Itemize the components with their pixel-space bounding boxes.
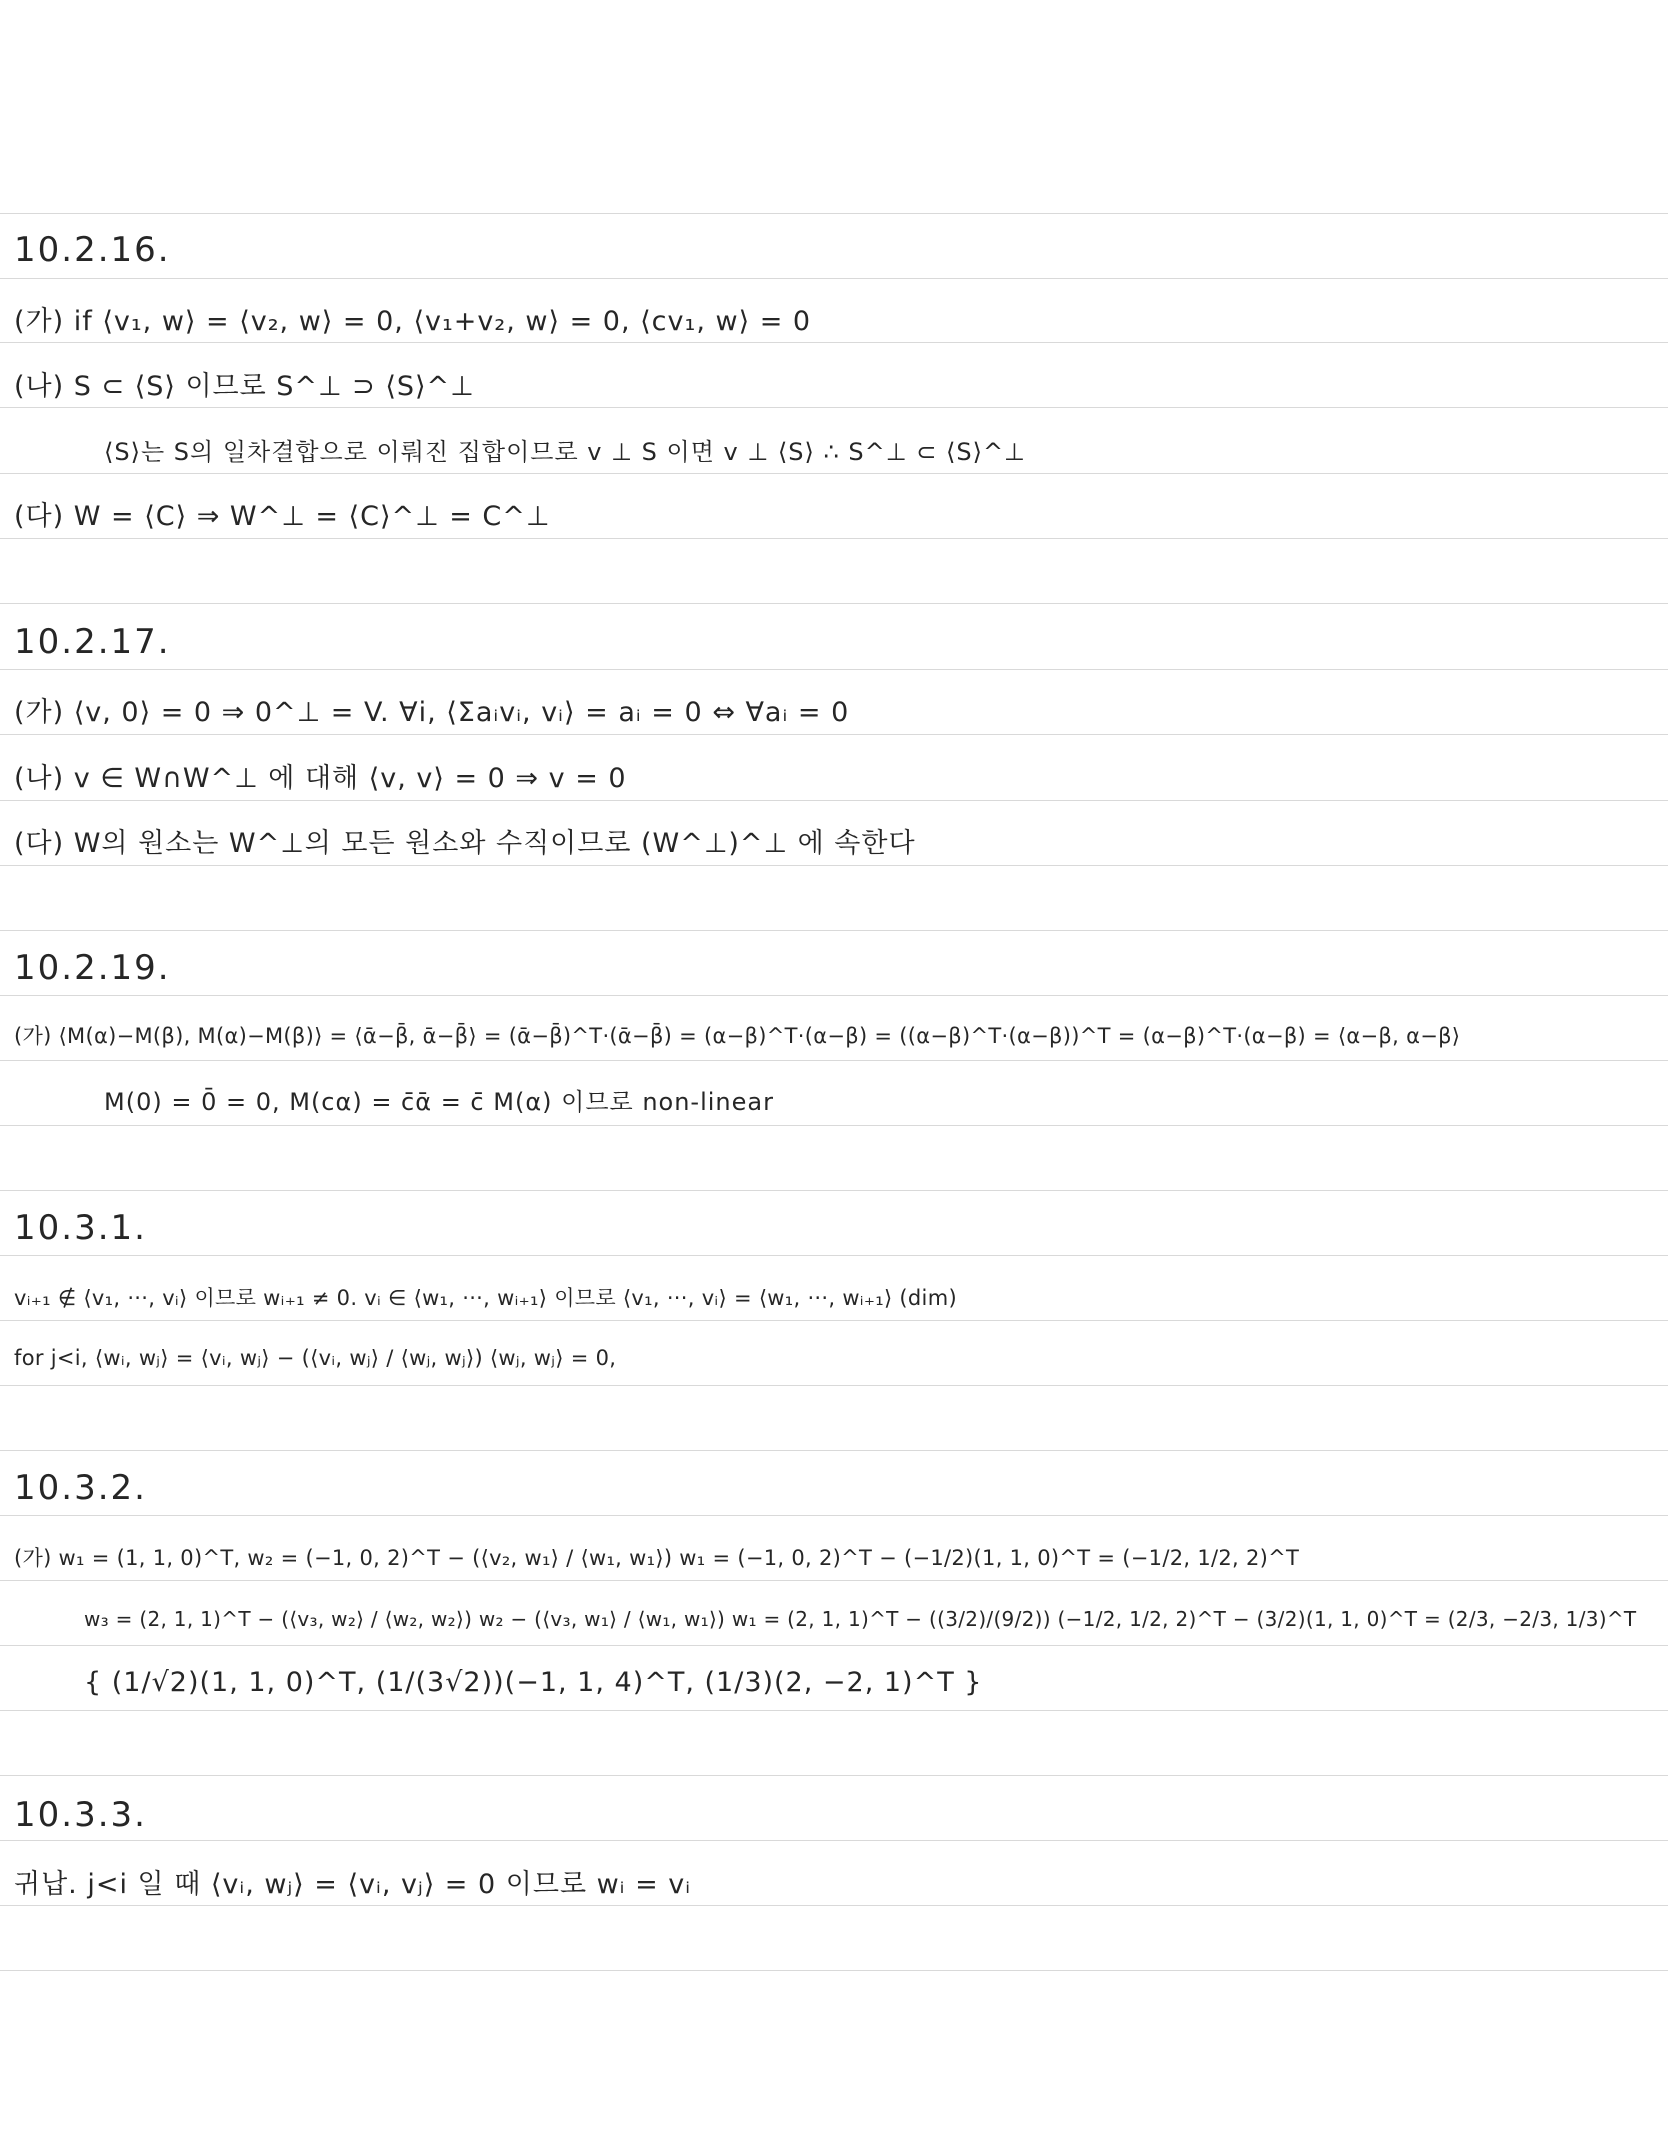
ruled-line	[0, 865, 1668, 866]
ruled-line	[0, 1125, 1668, 1126]
ruled-line	[0, 1515, 1668, 1516]
ruled-line	[0, 1840, 1668, 1841]
solution-line: ⟨S⟩는 S의 일차결합으로 이뤄진 집합이므로 v ⊥ S 이면 v ⊥ ⟨S⟩ ∴ S^⊥ ⊂ ⟨S⟩^⊥	[104, 438, 1026, 466]
ruled-line	[0, 603, 1668, 604]
ruled-line	[0, 342, 1668, 343]
problem-number: 10.3.2.	[14, 1468, 147, 1508]
ruled-line	[0, 669, 1668, 670]
ruled-line	[0, 1060, 1668, 1061]
problem-number: 10.2.16.	[14, 230, 171, 270]
solution-line: vᵢ₊₁ ∉ ⟨v₁, ···, vᵢ⟩ 이므로 wᵢ₊₁ ≠ 0. vᵢ ∈ ⟨w₁, ···, wᵢ₊₁⟩ 이므로 ⟨v₁, ···, vᵢ⟩ = ⟨w₁, ···, wᵢ₊₁⟩ (dim)	[14, 1286, 957, 1310]
ruled-line	[0, 1190, 1668, 1191]
ruled-line	[0, 1645, 1668, 1646]
ruled-line	[0, 1905, 1668, 1906]
ruled-line	[0, 1710, 1668, 1711]
ruled-line	[0, 930, 1668, 931]
ruled-line	[0, 1385, 1668, 1386]
ruled-line	[0, 734, 1668, 735]
solution-line: (가) ⟨M(α)−M(β), M(α)−M(β)⟩ = ⟨ᾱ−β̄, ᾱ−β̄⟩ = (ᾱ−β̄)^T·(ᾱ−β̄) = (α−β)^T·(α−β) = ((α−β)^T·(α−β))^T = (α−β)^T·(α−β) = ⟨α−β, α−β⟩	[14, 1024, 1461, 1048]
solution-line: (가) w₁ = (1, 1, 0)^T, w₂ = (−1, 0, 2)^T − (⟨v₂, w₁⟩ / ⟨w₁, w₁⟩) w₁ = (−1, 0, 2)^T − (−1/2)(1, 1, 0)^T = (−1/2, 1/2, 2)^T	[14, 1546, 1300, 1570]
solution-line: M(0) = 0̄ = 0, M(cα) = c̄ᾱ = c̄ M(α) 이므로 non-linear	[104, 1088, 774, 1116]
solution-line: 귀납. j<i 일 때 ⟨vᵢ, wⱼ⟩ = ⟨vᵢ, vⱼ⟩ = 0 이므로 wᵢ = vᵢ	[14, 1869, 692, 1900]
solution-line: (나) S ⊂ ⟨S⟩ 이므로 S^⊥ ⊃ ⟨S⟩^⊥	[14, 371, 475, 402]
solution-line: w₃ = (2, 1, 1)^T − (⟨v₃, w₂⟩ / ⟨w₂, w₂⟩) w₂ − (⟨v₃, w₁⟩ / ⟨w₁, w₁⟩) w₁ = (2, 1, 1)^T − ((3/2)/(9/2)) (−1/2, 1/2, 2)^T − (3/2)(1, 1, 0)^T = (2/3, −2/3, 1/3)^T	[84, 1607, 1637, 1631]
solution-line: (다) W = ⟨C⟩ ⇒ W^⊥ = ⟨C⟩^⊥ = C^⊥	[14, 501, 551, 532]
problem-number: 10.2.17.	[14, 622, 171, 662]
ruled-line	[0, 1775, 1668, 1776]
solution-line: (다) W의 원소는 W^⊥의 모든 원소와 수직이므로 (W^⊥)^⊥ 에 속한다	[14, 828, 916, 859]
ruled-line	[0, 278, 1668, 279]
ruled-line	[0, 473, 1668, 474]
solution-line: { (1/√2)(1, 1, 0)^T, (1/(3√2))(−1, 1, 4)^T, (1/3)(2, −2, 1)^T }	[84, 1667, 983, 1698]
ruled-line	[0, 1970, 1668, 1971]
ruled-line	[0, 800, 1668, 801]
ruled-line	[0, 1580, 1668, 1581]
problem-number: 10.2.19.	[14, 948, 171, 988]
solution-line: for j<i, ⟨wᵢ, wⱼ⟩ = ⟨vᵢ, wⱼ⟩ − (⟨vᵢ, wⱼ⟩ / ⟨wⱼ, wⱼ⟩) ⟨wⱼ, wⱼ⟩ = 0,	[14, 1346, 617, 1370]
ruled-line	[0, 407, 1668, 408]
solution-line: (나) v ∈ W∩W^⊥ 에 대해 ⟨v, v⟩ = 0 ⇒ v = 0	[14, 763, 627, 794]
ruled-line	[0, 1450, 1668, 1451]
solution-line: (가) ⟨v, 0⟩ = 0 ⇒ 0^⊥ = V. ∀i, ⟨Σaᵢvᵢ, vᵢ⟩ = aᵢ = 0 ⇔ ∀aᵢ = 0	[14, 697, 850, 728]
ruled-line	[0, 538, 1668, 539]
ruled-line	[0, 1255, 1668, 1256]
problem-number: 10.3.1.	[14, 1208, 147, 1248]
ruled-line	[0, 213, 1668, 214]
ruled-line	[0, 995, 1668, 996]
ruled-line	[0, 1320, 1668, 1321]
problem-number: 10.3.3.	[14, 1795, 147, 1835]
solution-line: (가) if ⟨v₁, w⟩ = ⟨v₂, w⟩ = 0, ⟨v₁+v₂, w⟩ = 0, ⟨cv₁, w⟩ = 0	[14, 306, 812, 337]
